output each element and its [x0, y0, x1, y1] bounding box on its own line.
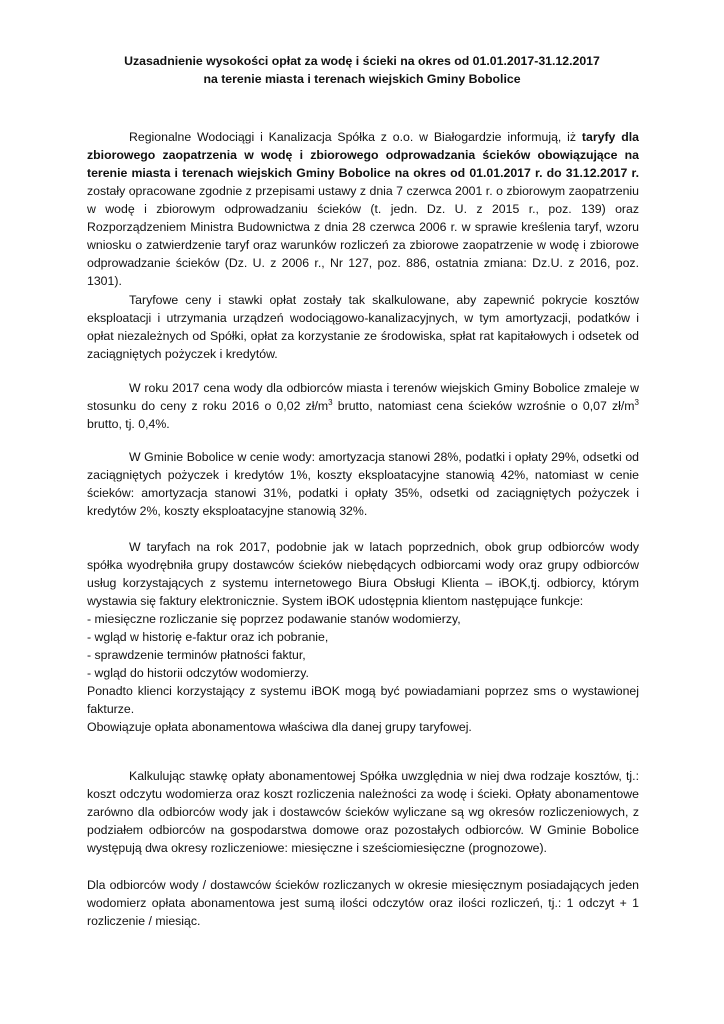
price-change-text-c: brutto, tj. 0,4%. — [87, 417, 170, 431]
document-title — [100, 52, 624, 88]
title-line-1: Uzasadnienie wysokości opłat za wodę i ścieki na okres od 01.01.2017-31.12.2017 — [124, 54, 600, 68]
paragraph-tariff-intro — [87, 128, 639, 290]
paragraph-price-change — [87, 379, 639, 433]
paragraph-cost-coverage — [87, 291, 639, 363]
paragraph-monthly-billing — [87, 876, 639, 930]
tariff-intro-bold: taryfy dla zbiorowego zaopatrzenia w wodę i zbiorowego odprowadzania ścieków obowiązujące na terenie miasta i terenach wiejskich Gminy Bobolice na okres od 01.01.2017 r. do 31.12.2017 r. — [87, 130, 639, 180]
ibok-list-item: - wgląd w historię e-faktur oraz ich pobranie, — [87, 630, 329, 644]
cubic-superscript-2: 3 — [634, 397, 639, 407]
ibok-main-text: W taryfach na rok 2017, podobnie jak w latach poprzednich, obok grup odbiorców wody spółka wyodrębniła grupy dostawców ścieków niebędących odbiorcami wody oraz grupy odbiorców usług korzystających z systemu internetowego Biura Obsługi Klienta – iBOK,tj. odbiorcy, którym wystawia się faktury elektronicznie. System iBOK udostępnia klientom następujące funkcje: — [87, 540, 639, 608]
monthly-billing-text: Dla odbiorców wody / dostawców ścieków rozliczanych w okresie miesięcznym posiadających jeden wodomierz opłata abonamentowa jest sumą ilości odczytów oraz ilości rozliczeń, tj.: 1 odczyt + 1 rozliczenie / miesiąc. — [87, 878, 639, 928]
cost-structure-text: W Gminie Bobolice w cenie wody: amortyzacja stanowi 28%, podatki i opłaty 29%, odsetki od zaciągniętych pożyczek i kredytów 1%, koszty eksploatacyjne stanowią 42%, natomiast w cenie ścieków: amortyzacja stanowi 31%, podatki i opłaty 35%, odsetki od zaciągniętych pożyczek i kredytów 2%, koszty eksploatacyjne stanowią 32%. — [87, 450, 639, 518]
tariff-intro-text: Regionalne Wodociągi i Kanalizacja Spółka z o.o. w Białogardzie informują, iż — [129, 130, 582, 144]
ibok-list-item: - sprawdzenie terminów płatności faktur, — [87, 648, 306, 662]
cubic-superscript-1: 3 — [328, 397, 333, 407]
ibok-list-item: - wgląd do historii odczytów wodomierzy. — [87, 666, 309, 680]
price-change-text-a: W roku 2017 cena wody dla odbiorców miasta i terenów wiejskich Gminy Bobolice zmaleje w stosunku do ceny z roku 2016 o 0,02 zł/m — [87, 381, 639, 413]
ibok-list-item: - miesięczne rozliczanie się poprzez podawanie stanów wodomierzy, — [87, 612, 461, 626]
cost-coverage-text: Taryfowe ceny i stawki opłat zostały tak skalkulowane, aby zapewnić pokrycie kosztów eksploatacji i utrzymania urządzeń wodociągowo-kanalizacyjnych, w tym amortyzacji, podatków i opłat niezależnych od Spółki, opłat za korzystanie ze środowiska, spłat rat kapitałowych i odsetek od zaciągniętych pożyczek i kredytów. — [87, 293, 639, 361]
tariff-intro-rest: zostały opracowane zgodnie z przepisami ustawy z dnia 7 czerwca 2001 r. o zbiorowym zaopatrzeniu w wodę i zbiorowym odprowadzaniu ścieków (t. jedn. Dz. U. z 2015 r., poz. 139) oraz Rozporządzeniem Ministra Budownictwa z dnia 28 czerwca 2006 r. w sprawie kreślenia taryf, wzoru wniosku o zatwierdzenie taryf oraz warunków rozliczeń za zbiorowe zaopatrzenie w wodę i zbiorowe odprowadzanie ścieków (Dz. U. z 2006 r., Nr 127, poz. 886, ostatnia zmiana: Dz.U. z 2016, poz. 1301). — [87, 184, 639, 288]
subscription-fee-text: Kalkulując stawkę opłaty abonamentowej Spółka uwzględnia w niej dwa rodzaje kosztów, tj.: koszt odczytu wodomierza oraz koszt rozliczenia należności za wodę i ścieki. Opłaty abonamentowe zarówno dla odbiorców wody jak i dostawców ścieków wyliczane są wg okresów rozliczeniowych, z podziałem odbiorców na gospodarstwa domowe oraz pozostałych odbiorców. W Gminie Bobolice występują dwa okresy rozliczeniowe: miesięczne i sześciomiesięczne (prognozowe). — [87, 769, 639, 855]
paragraph-subscription-fee — [87, 767, 639, 857]
ibok-sms-text: Ponadto klienci korzystający z systemu iBOK mogą być powiadamiani poprzez sms o wystawionej fakturze. — [87, 684, 639, 716]
paragraph-ibok — [87, 538, 639, 736]
price-change-text-b: brutto, natomiast cena ścieków wzrośnie o 0,07 zł/m — [332, 399, 635, 413]
paragraph-cost-structure — [87, 448, 639, 520]
title-line-2: na terenie miasta i terenach wiejskich Gminy Bobolice — [203, 72, 521, 86]
ibok-fee-text: Obowiązuje opłata abonamentowa właściwa dla danej grupy taryfowej. — [87, 720, 472, 734]
